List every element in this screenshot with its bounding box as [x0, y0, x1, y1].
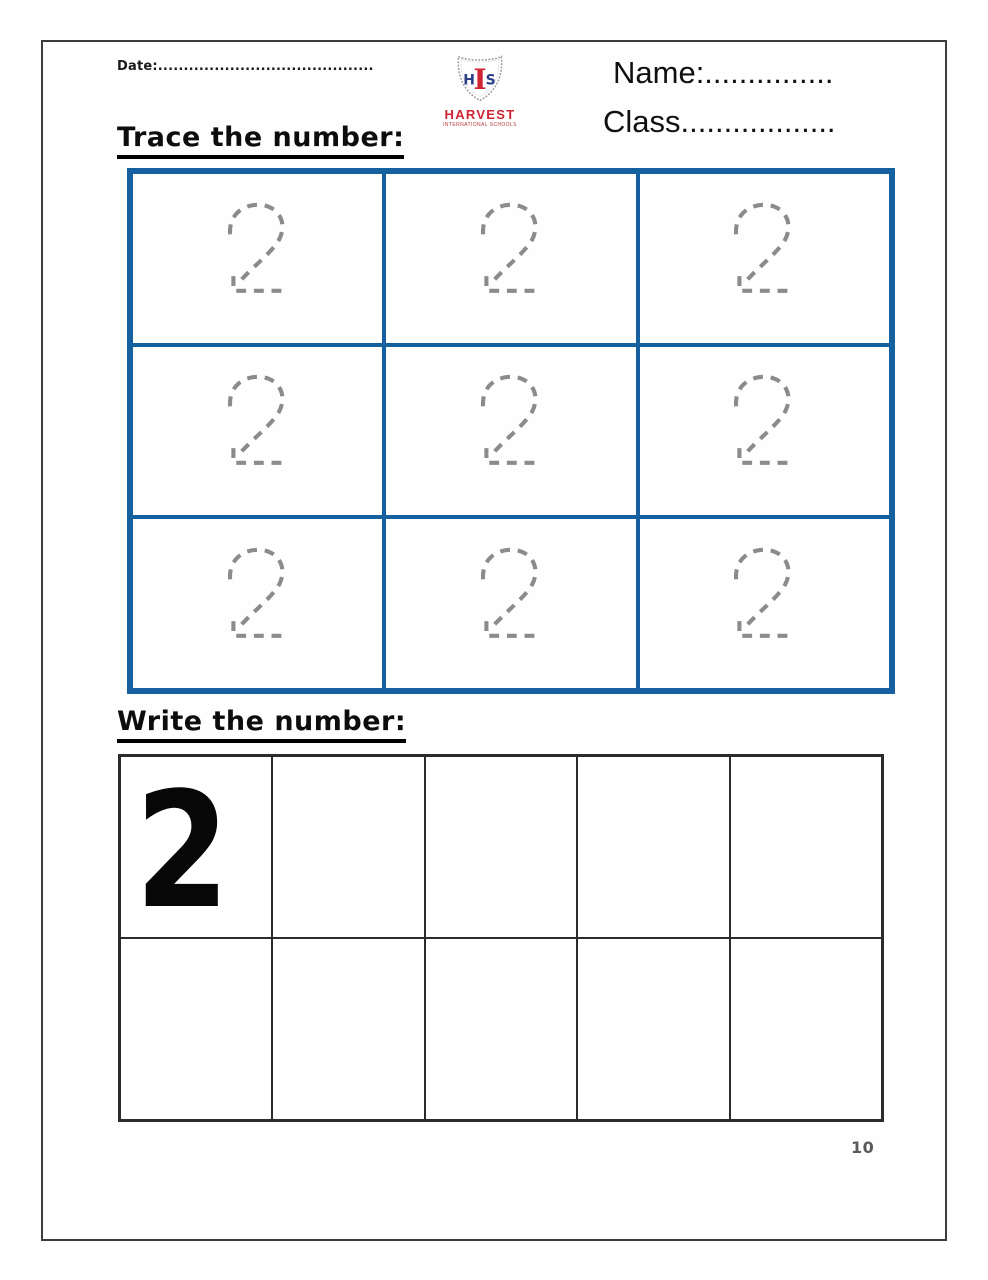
- logo-title: HARVEST: [444, 107, 516, 122]
- write-cell: [730, 938, 882, 1120]
- logo-subtitle: INTERNATIONAL SCHOOLS: [443, 122, 517, 128]
- trace-cell: [384, 517, 637, 690]
- trace-cell: [638, 517, 891, 690]
- logo-letter-h: H: [463, 72, 475, 89]
- dashed-digit-2: [217, 370, 299, 477]
- name-class-block: [603, 48, 836, 146]
- trace-cell: [131, 172, 384, 345]
- write-cell: [272, 756, 424, 938]
- write-cell: [120, 938, 272, 1120]
- trace-cell: [131, 517, 384, 690]
- trace-cell: [638, 172, 891, 345]
- school-logo: [433, 50, 527, 128]
- logo-letter-i: I: [473, 63, 487, 97]
- dashed-digit-2: [723, 370, 805, 477]
- trace-cell: [638, 345, 891, 518]
- write-cell: [730, 756, 882, 938]
- write-cell: [120, 756, 272, 938]
- write-heading: Write the number:: [117, 706, 406, 743]
- class-field: Class..................: [603, 104, 836, 139]
- trace-cell: [384, 345, 637, 518]
- write-grid: [118, 754, 884, 1122]
- dashed-digit-2: [217, 543, 299, 650]
- name-field: Name:...............: [613, 55, 834, 90]
- school-shield-icon: [451, 50, 509, 106]
- trace-cell: [384, 172, 637, 345]
- dashed-digit-2: [470, 370, 552, 477]
- write-cell: [425, 756, 577, 938]
- dashed-digit-2: [723, 198, 805, 305]
- write-cell: [272, 938, 424, 1120]
- write-cell: [577, 938, 729, 1120]
- trace-cell: [131, 345, 384, 518]
- write-cell: [425, 938, 577, 1120]
- logo-letter-s: S: [485, 72, 496, 89]
- date-field: Date:..........................................: [117, 59, 374, 74]
- trace-heading: Trace the number:: [117, 122, 404, 159]
- dashed-digit-2: [723, 543, 805, 650]
- example-digit: 2: [135, 757, 230, 938]
- worksheet-page: [41, 40, 947, 1241]
- dashed-digit-2: [470, 198, 552, 305]
- trace-grid: [127, 168, 895, 694]
- write-cell: [577, 756, 729, 938]
- dashed-digit-2: [470, 543, 552, 650]
- dashed-digit-2: [217, 198, 299, 305]
- page-number: 10: [851, 1138, 875, 1157]
